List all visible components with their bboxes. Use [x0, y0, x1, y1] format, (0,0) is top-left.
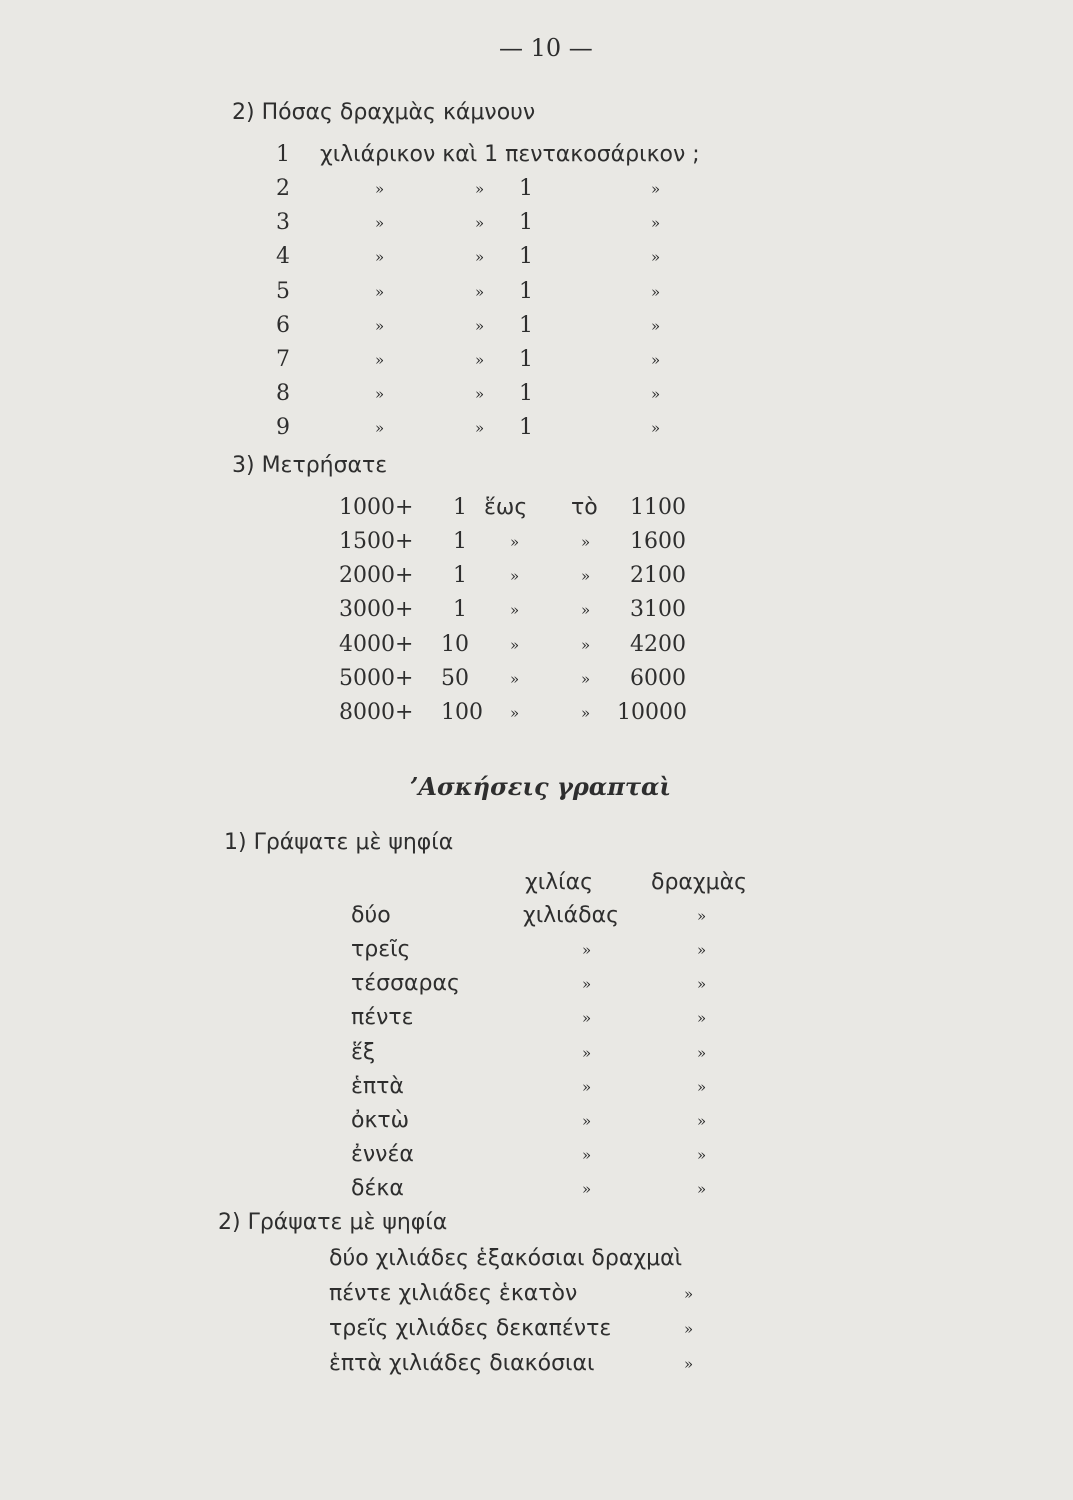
- ditto-mark: »: [582, 1146, 592, 1165]
- ex3-row-step: 50: [441, 665, 469, 691]
- ditto-mark: »: [581, 635, 591, 654]
- section-heading: ’Ασκήσεις γραπταὶ: [410, 772, 672, 801]
- ditto-mark: »: [581, 704, 591, 722]
- ex3-row-end: 1600: [630, 529, 686, 554]
- ex3-row-start: 2000+: [339, 563, 414, 589]
- ditto-mark: »: [651, 282, 661, 301]
- ditto-mark: »: [581, 567, 591, 586]
- ditto-mark: »: [375, 419, 385, 438]
- ditto-mark: »: [697, 1009, 707, 1028]
- ex2-first-row-text: χιλιάρικον καὶ 1 πεντακοσάρικον ;: [320, 142, 700, 167]
- ditto-mark: »: [475, 282, 485, 301]
- ditto-mark: »: [510, 567, 520, 586]
- ditto-mark: »: [375, 180, 385, 198]
- ex3-row-end: 10000: [617, 700, 687, 725]
- ex2-row-number: 4: [276, 244, 290, 270]
- ditto-mark: »: [375, 385, 385, 404]
- ex3-row-step: 1: [453, 529, 467, 554]
- ex3-row-step: 1: [453, 563, 467, 589]
- ex2-row-one: 1: [519, 347, 533, 372]
- ex3-row-end: 4200: [630, 631, 686, 657]
- ditto-mark: »: [375, 351, 385, 369]
- w1-row-word: τέσσαρας: [351, 971, 460, 997]
- ditto-mark: »: [510, 669, 520, 688]
- w1-row-word: δέκα: [351, 1176, 404, 1202]
- ex3-row-step: 10: [441, 631, 469, 657]
- ditto-mark: »: [684, 1320, 694, 1338]
- ex3-first-row-end: 1100: [630, 495, 686, 520]
- ditto-mark: »: [582, 1180, 592, 1199]
- ex2-row-number: 3: [276, 210, 290, 236]
- ditto-mark: »: [697, 941, 707, 959]
- w1-header-col2: δραχμὰς: [651, 870, 748, 895]
- w1-row-word: τρεῖς: [351, 937, 411, 962]
- ditto-mark: »: [475, 180, 485, 198]
- w2-line-text: ἑπτὰ χιλιάδες διακόσιαι: [329, 1351, 595, 1376]
- ex2-row-one: 1: [519, 278, 533, 304]
- ditto-mark: »: [697, 1043, 707, 1062]
- w1-row-word: ὀκτὼ: [351, 1108, 410, 1133]
- ditto-mark: »: [697, 1146, 707, 1165]
- ex2-first-row-number: 1: [276, 142, 290, 167]
- ditto-mark: »: [582, 1009, 592, 1028]
- ex2-row-one: 1: [519, 176, 533, 201]
- w2-line-text: πέντε χιλιάδες ἑκατὸν: [329, 1281, 578, 1306]
- ex2-row-number: 5: [276, 278, 290, 304]
- ditto-mark: »: [582, 941, 592, 959]
- ex2-row-one: 1: [519, 381, 533, 407]
- ex3-first-row-step: 1: [453, 495, 467, 520]
- ditto-mark: »: [651, 180, 661, 198]
- written-exercise-1-title: 1) Γράψατε μὲ ψηφία: [224, 830, 454, 855]
- ex2-row-number: 6: [276, 312, 290, 338]
- w1-first-row-word: δύο: [351, 903, 391, 928]
- ditto-mark: »: [684, 1285, 694, 1303]
- ditto-mark: »: [697, 1112, 707, 1130]
- w1-row-word: πέντε: [351, 1005, 414, 1031]
- ditto-mark: »: [582, 1112, 592, 1130]
- ditto-mark: »: [697, 1180, 707, 1199]
- w2-line-text: τρεῖς χιλιάδες δεκαπέντε: [329, 1316, 612, 1341]
- ex2-row-one: 1: [519, 415, 533, 441]
- ditto-mark: »: [581, 533, 591, 551]
- ex3-first-row-word: ἕως: [484, 495, 528, 520]
- w1-first-row-col1: χιλιάδας: [523, 903, 619, 928]
- w1-row-word: ἑπτὰ: [351, 1073, 404, 1099]
- ditto-mark: »: [581, 669, 591, 688]
- w1-first-row-col2: »: [697, 907, 707, 925]
- ex3-row-step: 1: [453, 597, 467, 623]
- ex2-row-number: 7: [276, 347, 290, 372]
- ex3-row-end: 3100: [630, 597, 686, 623]
- ditto-mark: »: [651, 419, 661, 438]
- ex3-first-row-start: 1000+: [339, 495, 414, 520]
- ditto-mark: »: [651, 214, 661, 233]
- exercise-2-title: 2) Πόσας δραχμὰς κάμνουν: [232, 100, 536, 125]
- ditto-mark: »: [475, 385, 485, 404]
- ex2-row-one: 1: [519, 210, 533, 236]
- ditto-mark: »: [697, 975, 707, 994]
- ditto-mark: »: [510, 704, 520, 722]
- ex2-row-one: 1: [519, 244, 533, 270]
- ex3-row-end: 6000: [630, 665, 686, 691]
- w2-line-text: δύο χιλιάδες ἑξακόσιαι δραχμαὶ: [329, 1246, 683, 1271]
- ditto-mark: »: [651, 385, 661, 404]
- ditto-mark: »: [582, 1043, 592, 1062]
- ex3-first-row-article: τὸ: [571, 495, 598, 520]
- ex2-row-number: 8: [276, 381, 290, 407]
- ditto-mark: »: [651, 248, 661, 267]
- ditto-mark: »: [651, 316, 661, 335]
- ex3-row-start: 1500+: [339, 529, 414, 554]
- ditto-mark: »: [475, 214, 485, 233]
- exercise-3-title: 3) Μετρήσατε: [232, 453, 388, 478]
- ditto-mark: »: [510, 635, 520, 654]
- ditto-mark: »: [581, 601, 591, 620]
- ex2-row-one: 1: [519, 312, 533, 338]
- ditto-mark: »: [510, 601, 520, 620]
- ditto-mark: »: [651, 351, 661, 369]
- ex2-row-number: 9: [276, 415, 290, 441]
- ditto-mark: »: [475, 419, 485, 438]
- ditto-mark: »: [582, 975, 592, 994]
- ex3-row-start: 4000+: [339, 631, 414, 657]
- ditto-mark: »: [375, 248, 385, 267]
- ditto-mark: »: [375, 316, 385, 335]
- ditto-mark: »: [697, 1077, 707, 1096]
- page-number: — 10 —: [499, 34, 593, 62]
- ditto-mark: »: [475, 248, 485, 267]
- ditto-mark: »: [582, 1077, 592, 1096]
- ex2-row-number: 2: [276, 176, 290, 201]
- w1-header-col1: χιλίας: [525, 870, 594, 895]
- ex3-row-start: 5000+: [339, 665, 414, 691]
- ex3-row-step: 100: [441, 700, 483, 725]
- w1-row-word: ἕξ: [351, 1039, 376, 1065]
- w1-row-word: ἐννέα: [351, 1142, 414, 1168]
- written-exercise-2-title: 2) Γράψατε μὲ ψηφία: [218, 1210, 448, 1235]
- ditto-mark: »: [475, 351, 485, 369]
- ditto-mark: »: [510, 533, 520, 551]
- ditto-mark: »: [375, 282, 385, 301]
- ditto-mark: »: [475, 316, 485, 335]
- ex3-row-start: 3000+: [339, 597, 414, 623]
- ditto-mark: »: [684, 1355, 694, 1373]
- ex3-row-end: 2100: [630, 563, 686, 589]
- ditto-mark: »: [375, 214, 385, 233]
- ex3-row-start: 8000+: [339, 700, 414, 725]
